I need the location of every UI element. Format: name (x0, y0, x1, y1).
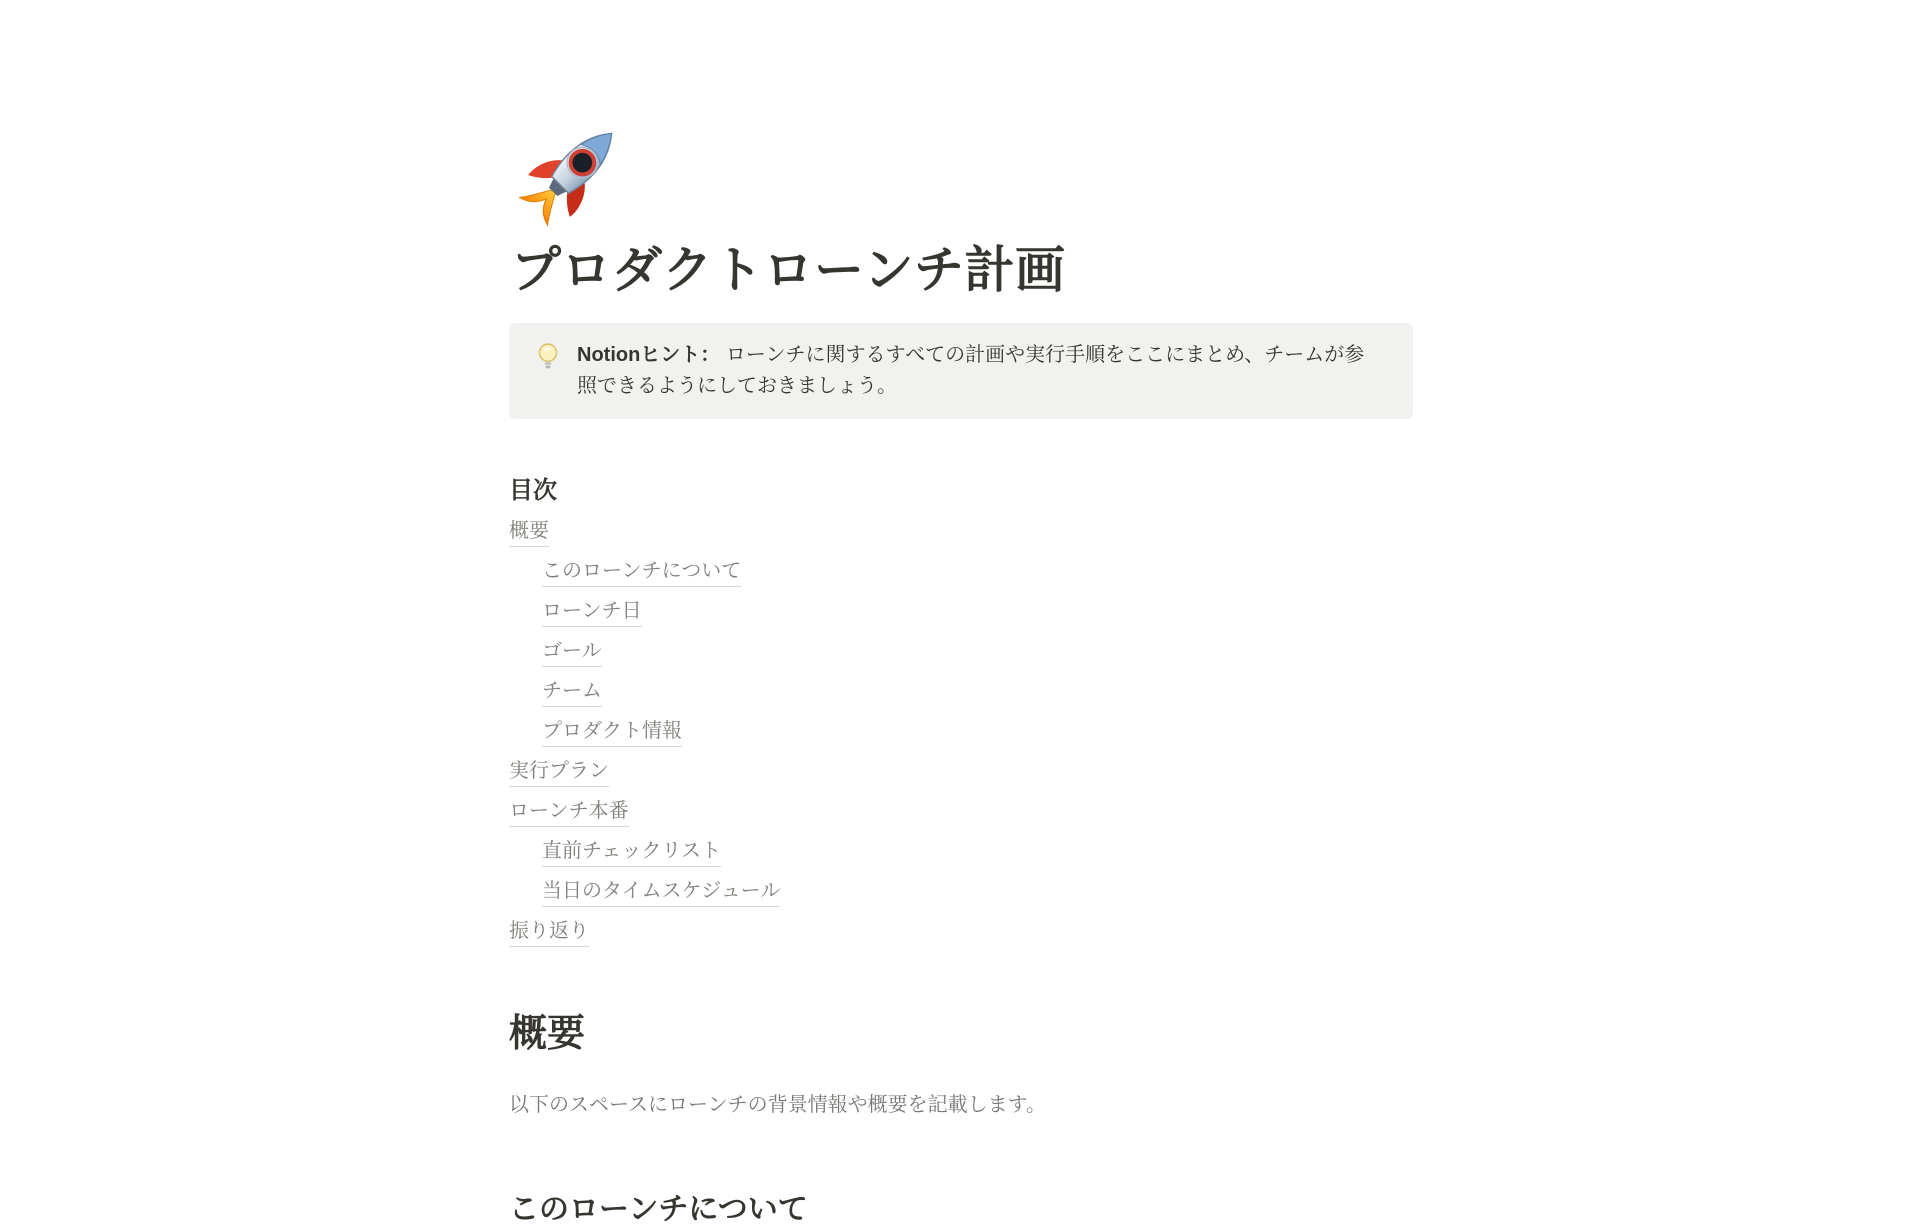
table-of-contents (509, 517, 1413, 947)
overview-paragraph: 以下のスペースにローンチの背景情報や概要を記載します。 (509, 1094, 1046, 1117)
toc-link-launch-day[interactable]: ローンチ本番 (509, 797, 629, 827)
hint-callout (509, 323, 1413, 419)
toc-item (509, 517, 1413, 547)
toc-link-day-schedule[interactable]: 当日のタイムスケジュール (542, 877, 780, 907)
toc-link-final-checklist[interactable]: 直前チェックリスト (542, 837, 721, 867)
light-bulb-icon (535, 342, 561, 372)
toc-item (542, 877, 1413, 907)
toc-link-goal[interactable]: ゴール (542, 637, 602, 667)
toc-link-team[interactable]: チーム (542, 677, 602, 707)
toc-link-overview[interactable]: 概要 (509, 517, 549, 547)
toc-item (509, 757, 1413, 787)
toc-heading: 目次 (509, 477, 557, 504)
toc-item (542, 837, 1413, 867)
toc-link-product-info[interactable]: プロダクト情報 (542, 717, 682, 747)
section-heading-about-this-launch: このローンチについて (509, 1193, 808, 1227)
toc-link-launch-date[interactable]: ローンチ日 (542, 597, 642, 627)
callout-text (577, 340, 1377, 402)
rocket-icon (515, 112, 633, 230)
toc-link-about-this-launch[interactable]: このローンチについて (542, 557, 741, 587)
toc-link-retrospective[interactable]: 振り返り (509, 917, 589, 947)
toc-item (542, 677, 1413, 707)
callout-bold-label: Notionヒント： (577, 344, 721, 366)
toc-item (509, 917, 1413, 947)
toc-item (542, 637, 1413, 667)
callout-body-text: ローンチに関するすべての計画や実行手順をここにまとめ、チームが参照できるようにしておきましょう。 (577, 344, 1365, 397)
toc-item (542, 717, 1413, 747)
notion-page (509, 0, 1413, 1229)
page-title: プロダクトローンチ計画 (511, 242, 1066, 298)
section-heading-overview: 概要 (509, 1013, 586, 1056)
toc-item (542, 597, 1413, 627)
toc-link-execution-plan[interactable]: 実行プラン (509, 757, 609, 787)
toc-item (542, 557, 1413, 587)
toc-item (509, 797, 1413, 827)
